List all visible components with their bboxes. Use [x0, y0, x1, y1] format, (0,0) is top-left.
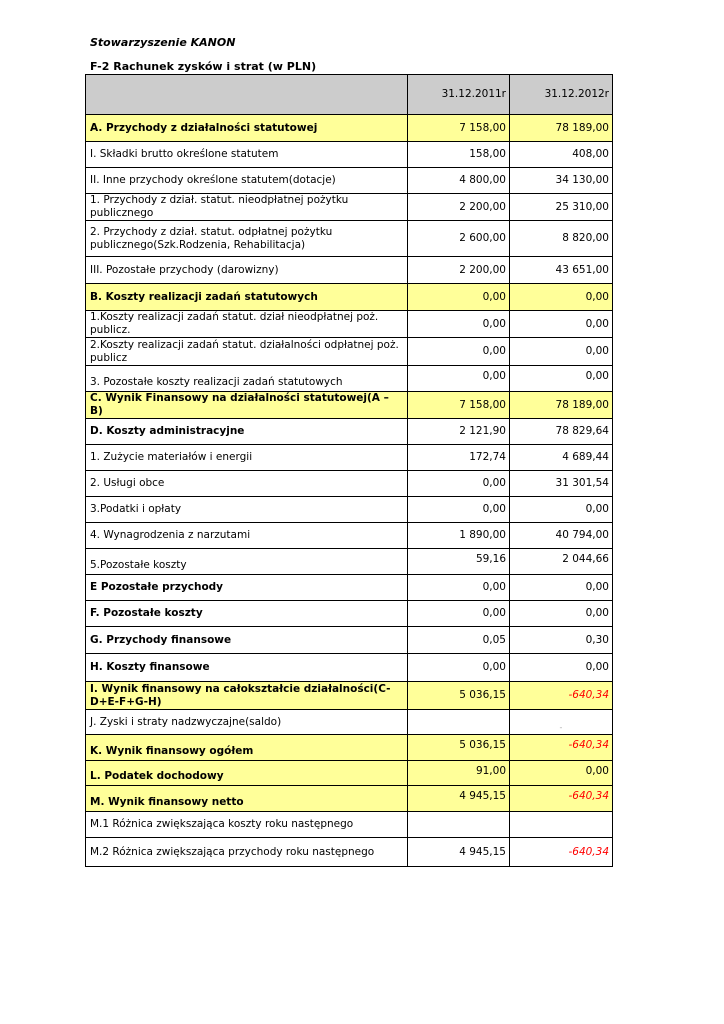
row-label: III. Pozostałe przychody (darowizny) [86, 257, 408, 284]
value-2011 [408, 812, 510, 838]
value-2011: 2 121,90 [408, 419, 510, 445]
row-label: M.1 Różnica zwiększająca koszty roku następnego [86, 812, 408, 838]
value-2012: 43 651,00 [510, 257, 613, 284]
row-label: 1. Przychody z dział. statut. nieodpłatnej pożytku publicznego [86, 194, 408, 221]
table-row [86, 392, 613, 419]
value-2011: 0,00 [408, 284, 510, 311]
value-2012: 40 794,00 [510, 523, 613, 549]
table-row [86, 627, 613, 654]
value-2012: 78 829,64 [510, 419, 613, 445]
table-row [86, 735, 613, 761]
value-2012: -640,34 [510, 838, 613, 867]
row-label: 1.Koszty realizacji zadań statut. dział nieodpłatnej poż. publicz. [86, 311, 408, 338]
table-row [86, 311, 613, 338]
row-label: M.2 Różnica zwiększająca przychody roku następnego [86, 838, 408, 867]
table-row [86, 710, 613, 735]
row-label: 2. Przychody z dział. statut. odpłatnej pożytku publicznego(Szk.Rodzenia, Rehabilitacja) [86, 221, 408, 257]
table-row [86, 786, 613, 812]
table-row [86, 523, 613, 549]
value-2011: 1 890,00 [408, 523, 510, 549]
value-2012: - [510, 710, 613, 735]
value-2012: 0,00 [510, 311, 613, 338]
table-row [86, 284, 613, 311]
value-2012: 31 301,54 [510, 471, 613, 497]
value-2011: 4 945,15 [408, 838, 510, 867]
table-row [86, 115, 613, 142]
value-2012: -640,34 [510, 735, 613, 761]
value-2011: 0,00 [408, 654, 510, 682]
value-2012: 0,00 [510, 497, 613, 523]
table-row [86, 654, 613, 682]
row-label: L. Podatek dochodowy [86, 761, 408, 786]
table-row [86, 761, 613, 786]
value-2011: 172,74 [408, 445, 510, 471]
value-2012: 0,00 [510, 761, 613, 786]
value-2011: 5 036,15 [408, 682, 510, 710]
table-row [86, 471, 613, 497]
row-label: K. Wynik finansowy ogółem [86, 735, 408, 761]
table-row [86, 601, 613, 627]
value-2012: 0,00 [510, 366, 613, 392]
value-2012: 408,00 [510, 142, 613, 168]
row-label: D. Koszty administracyjne [86, 419, 408, 445]
value-2012: 25 310,00 [510, 194, 613, 221]
value-2011: 4 945,15 [408, 786, 510, 812]
income-statement-table [85, 74, 613, 867]
row-label: II. Inne przychody określone statutem(dotacje) [86, 168, 408, 194]
value-2012: 34 130,00 [510, 168, 613, 194]
table-row [86, 419, 613, 445]
table-row [86, 366, 613, 392]
value-2012: 78 189,00 [510, 392, 613, 419]
value-2012: 0,00 [510, 338, 613, 366]
table-row [86, 338, 613, 366]
row-label: H. Koszty finansowe [86, 654, 408, 682]
header-label-cell [86, 75, 408, 115]
value-2011: 2 200,00 [408, 194, 510, 221]
value-2012: -640,34 [510, 786, 613, 812]
value-2012: 0,00 [510, 284, 613, 311]
value-2012: 0,00 [510, 575, 613, 601]
table-row [86, 682, 613, 710]
row-label: 2. Usługi obce [86, 471, 408, 497]
value-2011: 0,05 [408, 627, 510, 654]
row-label: E Pozostałe przychody [86, 575, 408, 601]
value-2011: 158,00 [408, 142, 510, 168]
value-2011: 0,00 [408, 311, 510, 338]
value-2012: 8 820,00 [510, 221, 613, 257]
value-2011: 2 200,00 [408, 257, 510, 284]
row-label: A. Przychody z działalności statutowej [86, 115, 408, 142]
value-2011: 0,00 [408, 338, 510, 366]
value-2011: 59,16 [408, 549, 510, 575]
value-2011: 7 158,00 [408, 115, 510, 142]
table-row [86, 194, 613, 221]
value-2012: 0,00 [510, 654, 613, 682]
table-row [86, 221, 613, 257]
table-row [86, 497, 613, 523]
value-2012: 0,00 [510, 601, 613, 627]
row-label: G. Przychody finansowe [86, 627, 408, 654]
statement-title: F-2 Rachunek zysków i strat (w PLN) [90, 60, 317, 73]
value-2011: 2 600,00 [408, 221, 510, 257]
table-row [86, 838, 613, 867]
value-2012: 0,30 [510, 627, 613, 654]
table-row [86, 257, 613, 284]
row-label: B. Koszty realizacji zadań statutowych [86, 284, 408, 311]
table-row [86, 445, 613, 471]
table-row [86, 142, 613, 168]
row-label: J. Zyski i straty nadzwyczajne(saldo) [86, 710, 408, 735]
value-2011: 0,00 [408, 575, 510, 601]
value-2012: 4 689,44 [510, 445, 613, 471]
value-2011: 0,00 [408, 497, 510, 523]
value-2011: 91,00 [408, 761, 510, 786]
header-2012: 31.12.2012r [510, 75, 613, 115]
value-2011: 0,00 [408, 471, 510, 497]
row-label: 3. Pozostałe koszty realizacji zadań statutowych [86, 366, 408, 392]
value-2012: 2 044,66 [510, 549, 613, 575]
table-row [86, 575, 613, 601]
row-label: 2.Koszty realizacji zadań statut. działalności odpłatnej poż. publicz [86, 338, 408, 366]
value-2012: -640,34 [510, 682, 613, 710]
header-2011: 31.12.2011r [408, 75, 510, 115]
value-2011: 5 036,15 [408, 735, 510, 761]
table-row [86, 549, 613, 575]
value-2011 [408, 710, 510, 735]
row-label: 3.Podatki i opłaty [86, 497, 408, 523]
row-label: 4. Wynagrodzenia z narzutami [86, 523, 408, 549]
table-row [86, 168, 613, 194]
value-2012: 78 189,00 [510, 115, 613, 142]
value-2011: 0,00 [408, 601, 510, 627]
organization-name: Stowarzyszenie KANON [90, 36, 236, 49]
row-label: 1. Zużycie materiałów i energii [86, 445, 408, 471]
row-label: I. Wynik finansowy na całokształcie działalności(C-D+E-F+G-H) [86, 682, 408, 710]
value-2012 [510, 812, 613, 838]
row-label: M. Wynik finansowy netto [86, 786, 408, 812]
row-label: 5.Pozostałe koszty [86, 549, 408, 575]
value-2011: 7 158,00 [408, 392, 510, 419]
value-2011: 4 800,00 [408, 168, 510, 194]
row-label: C. Wynik Finansowy na działalności statutowej(A – B) [86, 392, 408, 419]
table-row [86, 812, 613, 838]
value-2011: 0,00 [408, 366, 510, 392]
row-label: I. Składki brutto określone statutem [86, 142, 408, 168]
header-row [86, 75, 613, 115]
row-label: F. Pozostałe koszty [86, 601, 408, 627]
